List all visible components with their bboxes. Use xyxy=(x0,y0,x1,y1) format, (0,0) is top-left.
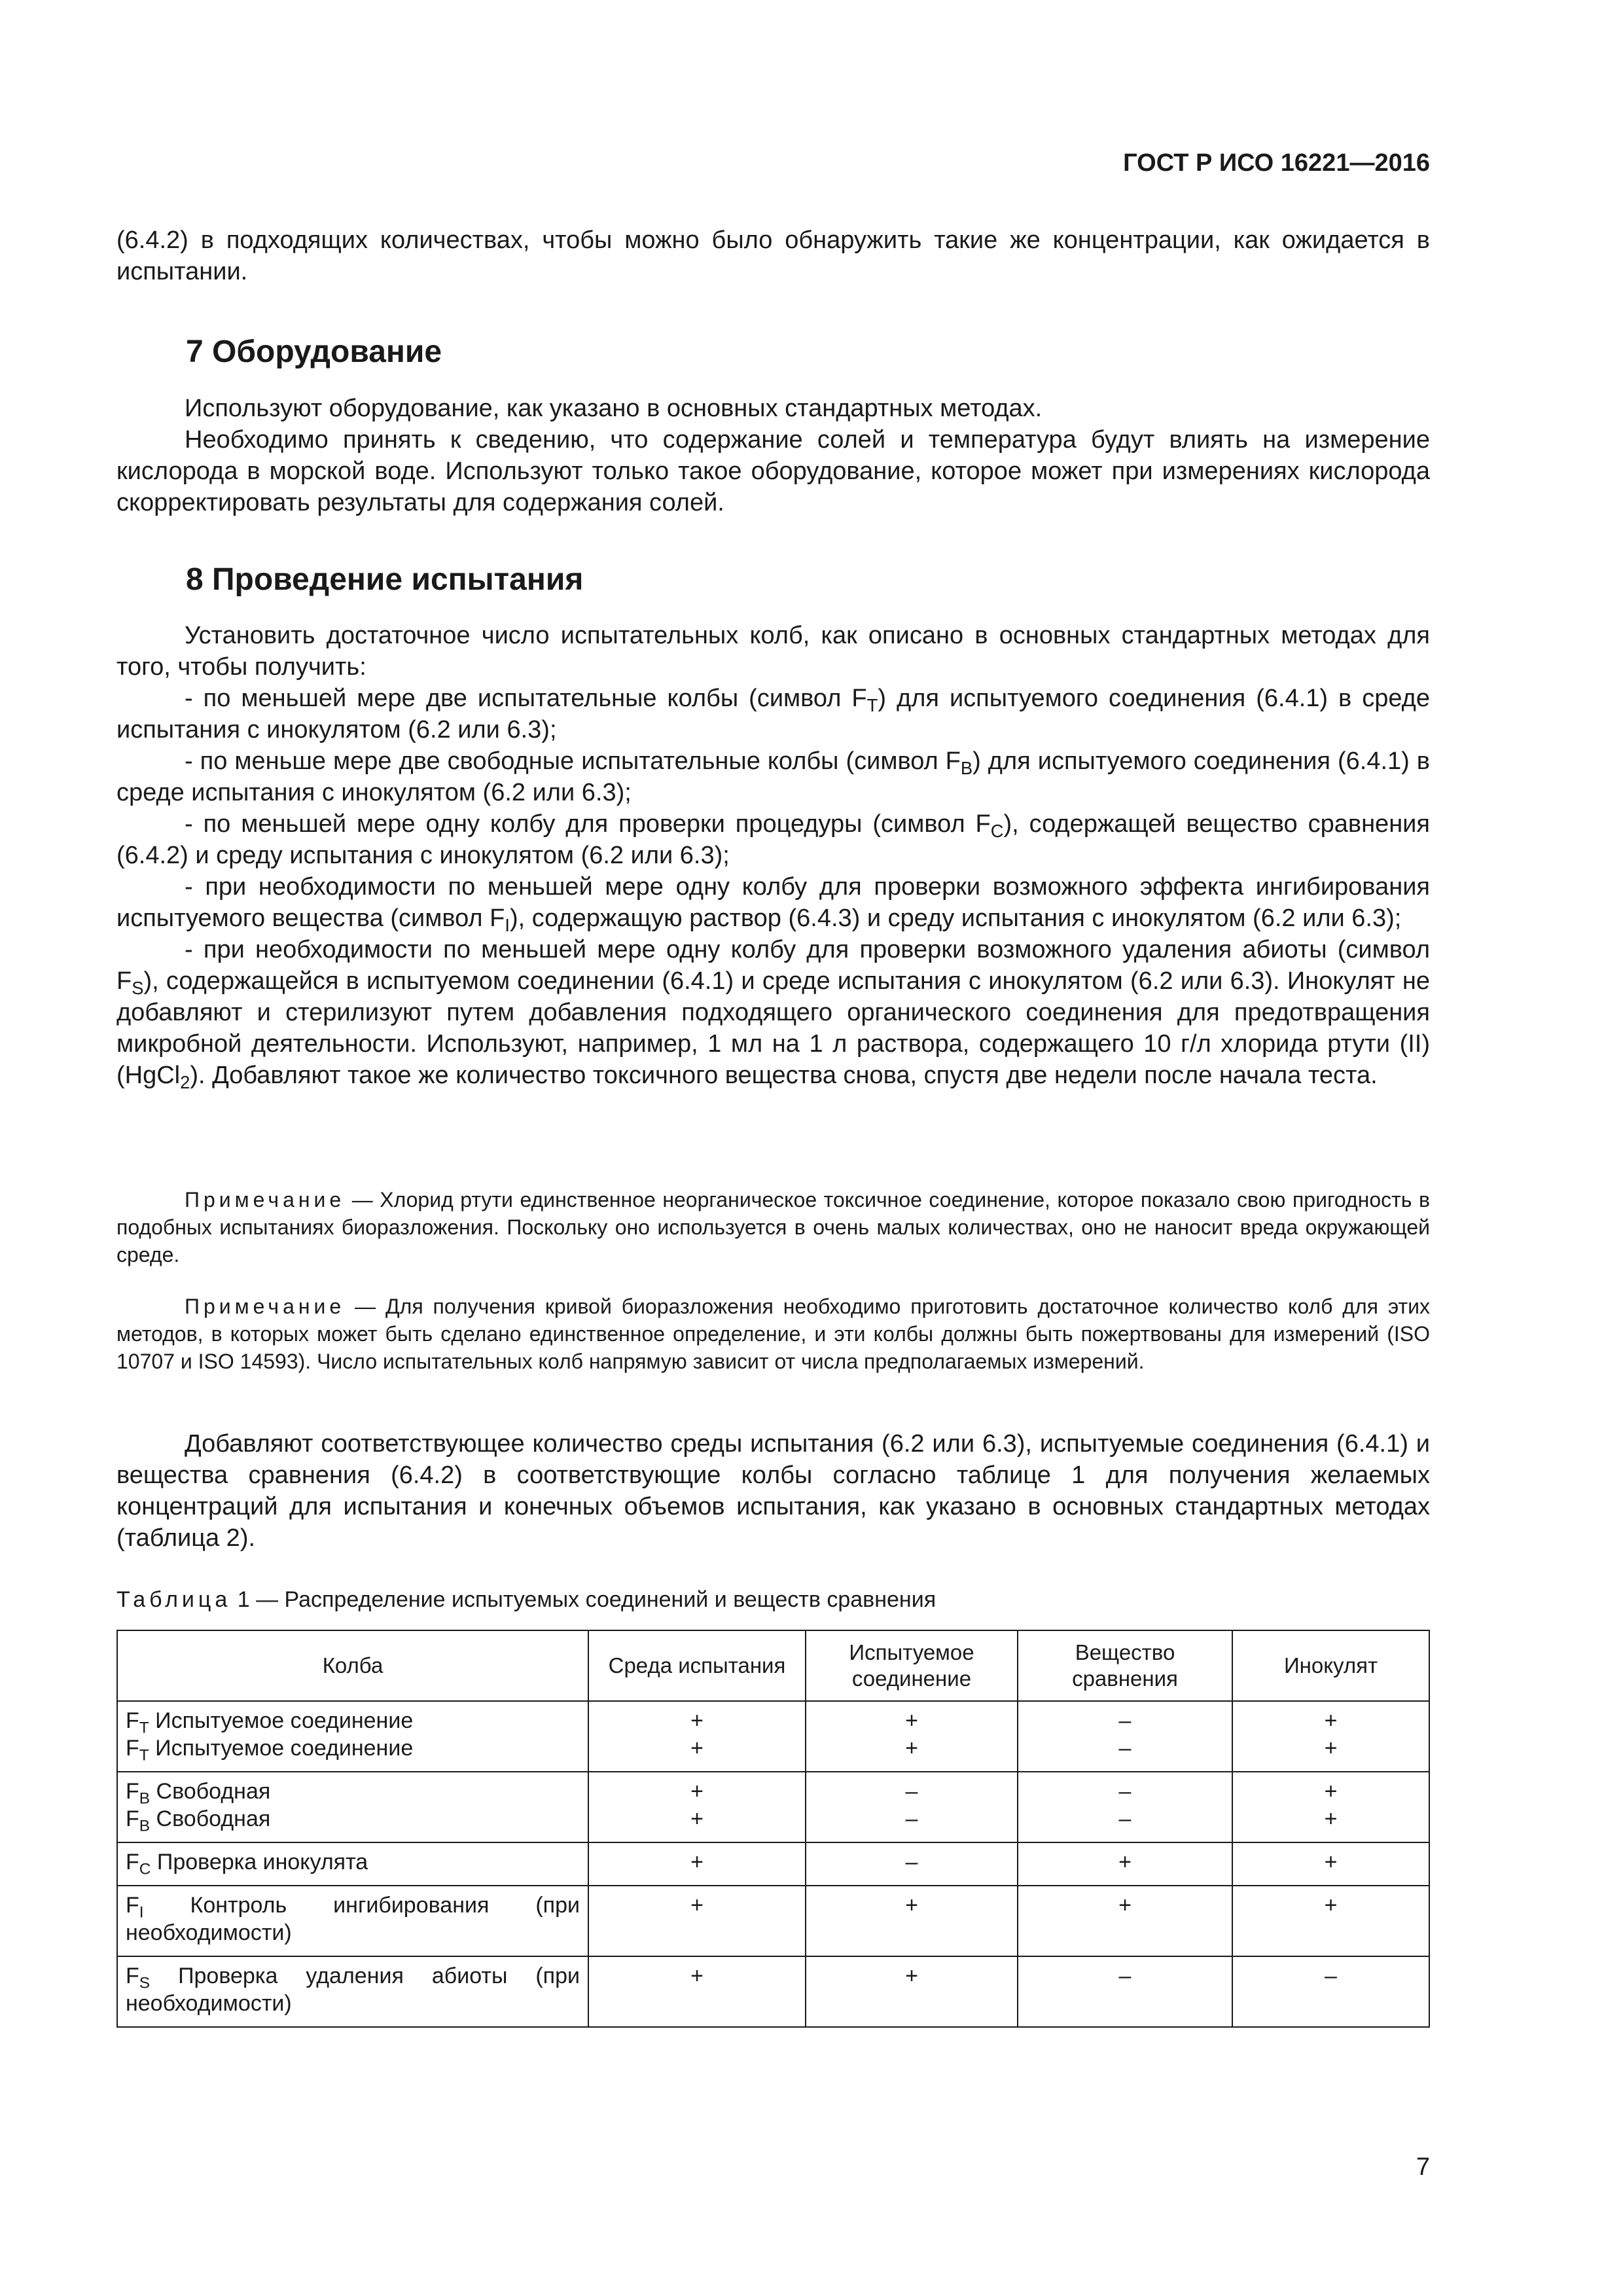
final-paragraph: Добавляют соответствующее количество среды испытания (6.2 или 6.3), испытуемые соединения (6.4.1) и вещества сравнения (6.4.2) в соответствующие колбы согласно таблице 1 для получения желаемых концентраций для испытания и конечных объемов испытания, как указано в основных стандартных методах (таблица 2). xyxy=(116,1430,1430,1552)
flask-label: $F_I$ Контроль ингибирования (при необходимости) xyxy=(126,1893,580,1945)
value-cell xyxy=(806,1772,1018,1842)
cell-value: + xyxy=(690,1893,704,1918)
column-header: Испытуемое соединение xyxy=(806,1630,1018,1701)
table-row xyxy=(117,1886,1429,1956)
note-text: — Для получения кривой биоразложения необходимо приготовить достаточное количество колб для этих методов, в которых может быть сделано единственное определение, и эти колбы должны быть пожертвованы для измерений (ISO 10707 и ISO 14593). Число испытательных колб напрямую зависит от числа предполагаемых измерений. xyxy=(116,1295,1430,1373)
flask-label: $F_T$ Испытуемое соединение xyxy=(126,1736,414,1765)
cell-value: + xyxy=(1118,1850,1132,1874)
value-cell xyxy=(1018,1772,1232,1842)
cell-value: – xyxy=(1118,1736,1132,1761)
table-caption xyxy=(116,1587,936,1613)
flask-cell xyxy=(117,1701,588,1772)
value-cell xyxy=(1018,1701,1232,1772)
flask-label: $F_B$ Свободная xyxy=(126,1806,271,1835)
value-cell xyxy=(588,1772,806,1842)
cell-value: – xyxy=(1118,1964,1132,1988)
note-2 xyxy=(116,1293,1430,1375)
cell-value: + xyxy=(1324,1736,1338,1761)
table-header-row xyxy=(117,1630,1429,1701)
list-item: - по меньшей мере одну колбу для проверки процедуры (символ $F_C$), содержащей вещество сравнения (6.4.2) и среду испытания с инокулятом (6.2 или 6.3); xyxy=(116,810,1430,869)
value-cell xyxy=(1232,1886,1429,1956)
cell-value: + xyxy=(1324,1779,1338,1804)
cell-value: + xyxy=(1324,1850,1338,1874)
cell-value: – xyxy=(1325,1964,1337,1988)
cell-value: + xyxy=(905,1964,918,1988)
value-cell xyxy=(806,1886,1018,1956)
value-cell xyxy=(1232,1772,1429,1842)
value-cell xyxy=(806,1956,1018,2027)
list-item: - по меньше мере две свободные испытательные колбы (символ $F_B$) для испытуемого соединения (6.4.1) в среде испытания с инокулятом (6.2 или 6.3); xyxy=(116,747,1430,806)
list-item: - по меньшей мере две испытательные колбы (символ $F_T$) для испытуемого соединения (6.4.1) в среде испытания с инокулятом (6.2 или 6.3); xyxy=(116,685,1430,744)
flask-label: $F_S$ Проверка удаления абиоты (при необходимости) xyxy=(126,1964,580,2016)
intro-text: (6.4.2) в подходящих количествах, чтобы можно было обнаружить такие же концентрации, как ожидается в испытании. xyxy=(116,226,1430,285)
section-7-paragraph: Используют оборудование, как указано в основных стандартных методах. xyxy=(185,395,1043,422)
table-row xyxy=(117,1701,1429,1772)
note-label: Примечание xyxy=(185,1188,346,1211)
cell-value: + xyxy=(690,1806,704,1831)
cell-value: – xyxy=(905,1806,918,1831)
cell-value: + xyxy=(690,1708,704,1733)
cell-value: + xyxy=(690,1779,704,1804)
note-1 xyxy=(116,1186,1430,1268)
section-8-lead: Установить достаточное число испытательных колб, как описано в основных стандартных методах для того, чтобы получить: xyxy=(116,622,1430,681)
page-number: 7 xyxy=(1416,2153,1430,2181)
section-8-final xyxy=(116,1428,1430,1554)
value-cell xyxy=(1232,1956,1429,2027)
value-cell xyxy=(588,1842,806,1886)
note-text: — Хлорид ртути единственное неорганическое токсичное соединение, которое показало свою пригодность в подобных испытаниях биоразложения. Поскольку оно используется в очень малых количествах, оно не наносит вреда окружающей среде. xyxy=(116,1188,1430,1266)
value-cell xyxy=(588,1886,806,1956)
value-cell xyxy=(588,1956,806,2027)
cell-value: – xyxy=(1118,1779,1132,1804)
cell-value: + xyxy=(690,1850,704,1874)
value-cell xyxy=(1018,1842,1232,1886)
list-item: - при необходимости по меньшей мере одну колбу для проверки возможного эффекта ингибирования испытуемого вещества (символ $F_I$), содержащую раствор (6.4.3) и среду испытания с инокулятом (6.2 или 6.3); xyxy=(116,873,1430,936)
flask-cell xyxy=(117,1772,588,1842)
document-header: ГОСТ Р ИСО 16221—2016 xyxy=(1123,149,1430,177)
section-7-paragraph: Необходимо принять к сведению, что содержание солей и температура будут влиять на измерение кислорода в морской воде. Используют только такое оборудование, которое может при измерениях кислорода скорректировать результаты для содержания солей. xyxy=(116,426,1430,516)
value-cell xyxy=(1232,1701,1429,1772)
value-cell xyxy=(806,1842,1018,1886)
intro-paragraph xyxy=(116,224,1430,287)
flask-label: $F_T$ Испытуемое соединение xyxy=(126,1708,414,1737)
column-header: Инокулят xyxy=(1232,1630,1429,1701)
value-cell xyxy=(1018,1886,1232,1956)
section-8-title: 8 Проведение испытания xyxy=(186,562,584,597)
value-cell xyxy=(1018,1956,1232,2027)
value-cell xyxy=(1232,1842,1429,1886)
note-label: Примечание xyxy=(185,1295,346,1318)
cell-value: – xyxy=(905,1779,918,1804)
flask-cell xyxy=(117,1842,588,1886)
column-header: Колба xyxy=(117,1630,588,1701)
caption-label: Таблица xyxy=(116,1587,232,1612)
distribution-table xyxy=(116,1630,1430,2028)
column-header: Среда испытания xyxy=(588,1630,806,1701)
cell-value: + xyxy=(690,1964,704,1988)
value-cell xyxy=(588,1701,806,1772)
cell-value: + xyxy=(1324,1708,1338,1733)
caption-text: 1 — Распределение испытуемых соединений и веществ сравнения xyxy=(231,1587,936,1612)
section-8-body xyxy=(116,620,1430,1091)
cell-value: + xyxy=(905,1736,918,1761)
flask-label: $F_C$ Проверка инокулята xyxy=(126,1850,368,1878)
list-item: - при необходимости по меньшей мере одну колбу для проверки возможного удаления абиоты (символ $F_S$), содержащейся в испытуемом соединении (6.4.1) и среде испытания с инокулятом (6.2 или 6.3). Инокулят не добавляют и стерилизуют путем добавления подходящего органического соединения для предотвращения микробной деятельности. Используют, например, 1 мл на 1 л раствора, содержащего 10 г/л хлорида ртути (II) (HgCl$_2$). Добавляют такое же количество токсичного вещества снова, спустя две недели после начала теста. xyxy=(116,936,1430,1093)
table-row xyxy=(117,1842,1429,1886)
cell-value: – xyxy=(1118,1806,1132,1831)
cell-value: + xyxy=(1324,1806,1338,1831)
cell-value: + xyxy=(1118,1893,1132,1918)
value-cell xyxy=(806,1701,1018,1772)
flask-label: $F_B$ Свободная xyxy=(126,1779,271,1808)
cell-value: + xyxy=(690,1736,704,1761)
column-header: Вещество сравнения xyxy=(1018,1630,1232,1701)
table-row xyxy=(117,1772,1429,1842)
flask-cell xyxy=(117,1886,588,1956)
cell-value: + xyxy=(1324,1893,1338,1918)
cell-value: + xyxy=(905,1893,918,1918)
flask-cell xyxy=(117,1956,588,2027)
cell-value: + xyxy=(905,1708,918,1733)
section-7-body xyxy=(116,393,1430,518)
table-row xyxy=(117,1956,1429,2027)
cell-value: – xyxy=(905,1850,918,1874)
cell-value: – xyxy=(1118,1708,1132,1733)
section-7-title: 7 Оборудование xyxy=(186,334,442,369)
